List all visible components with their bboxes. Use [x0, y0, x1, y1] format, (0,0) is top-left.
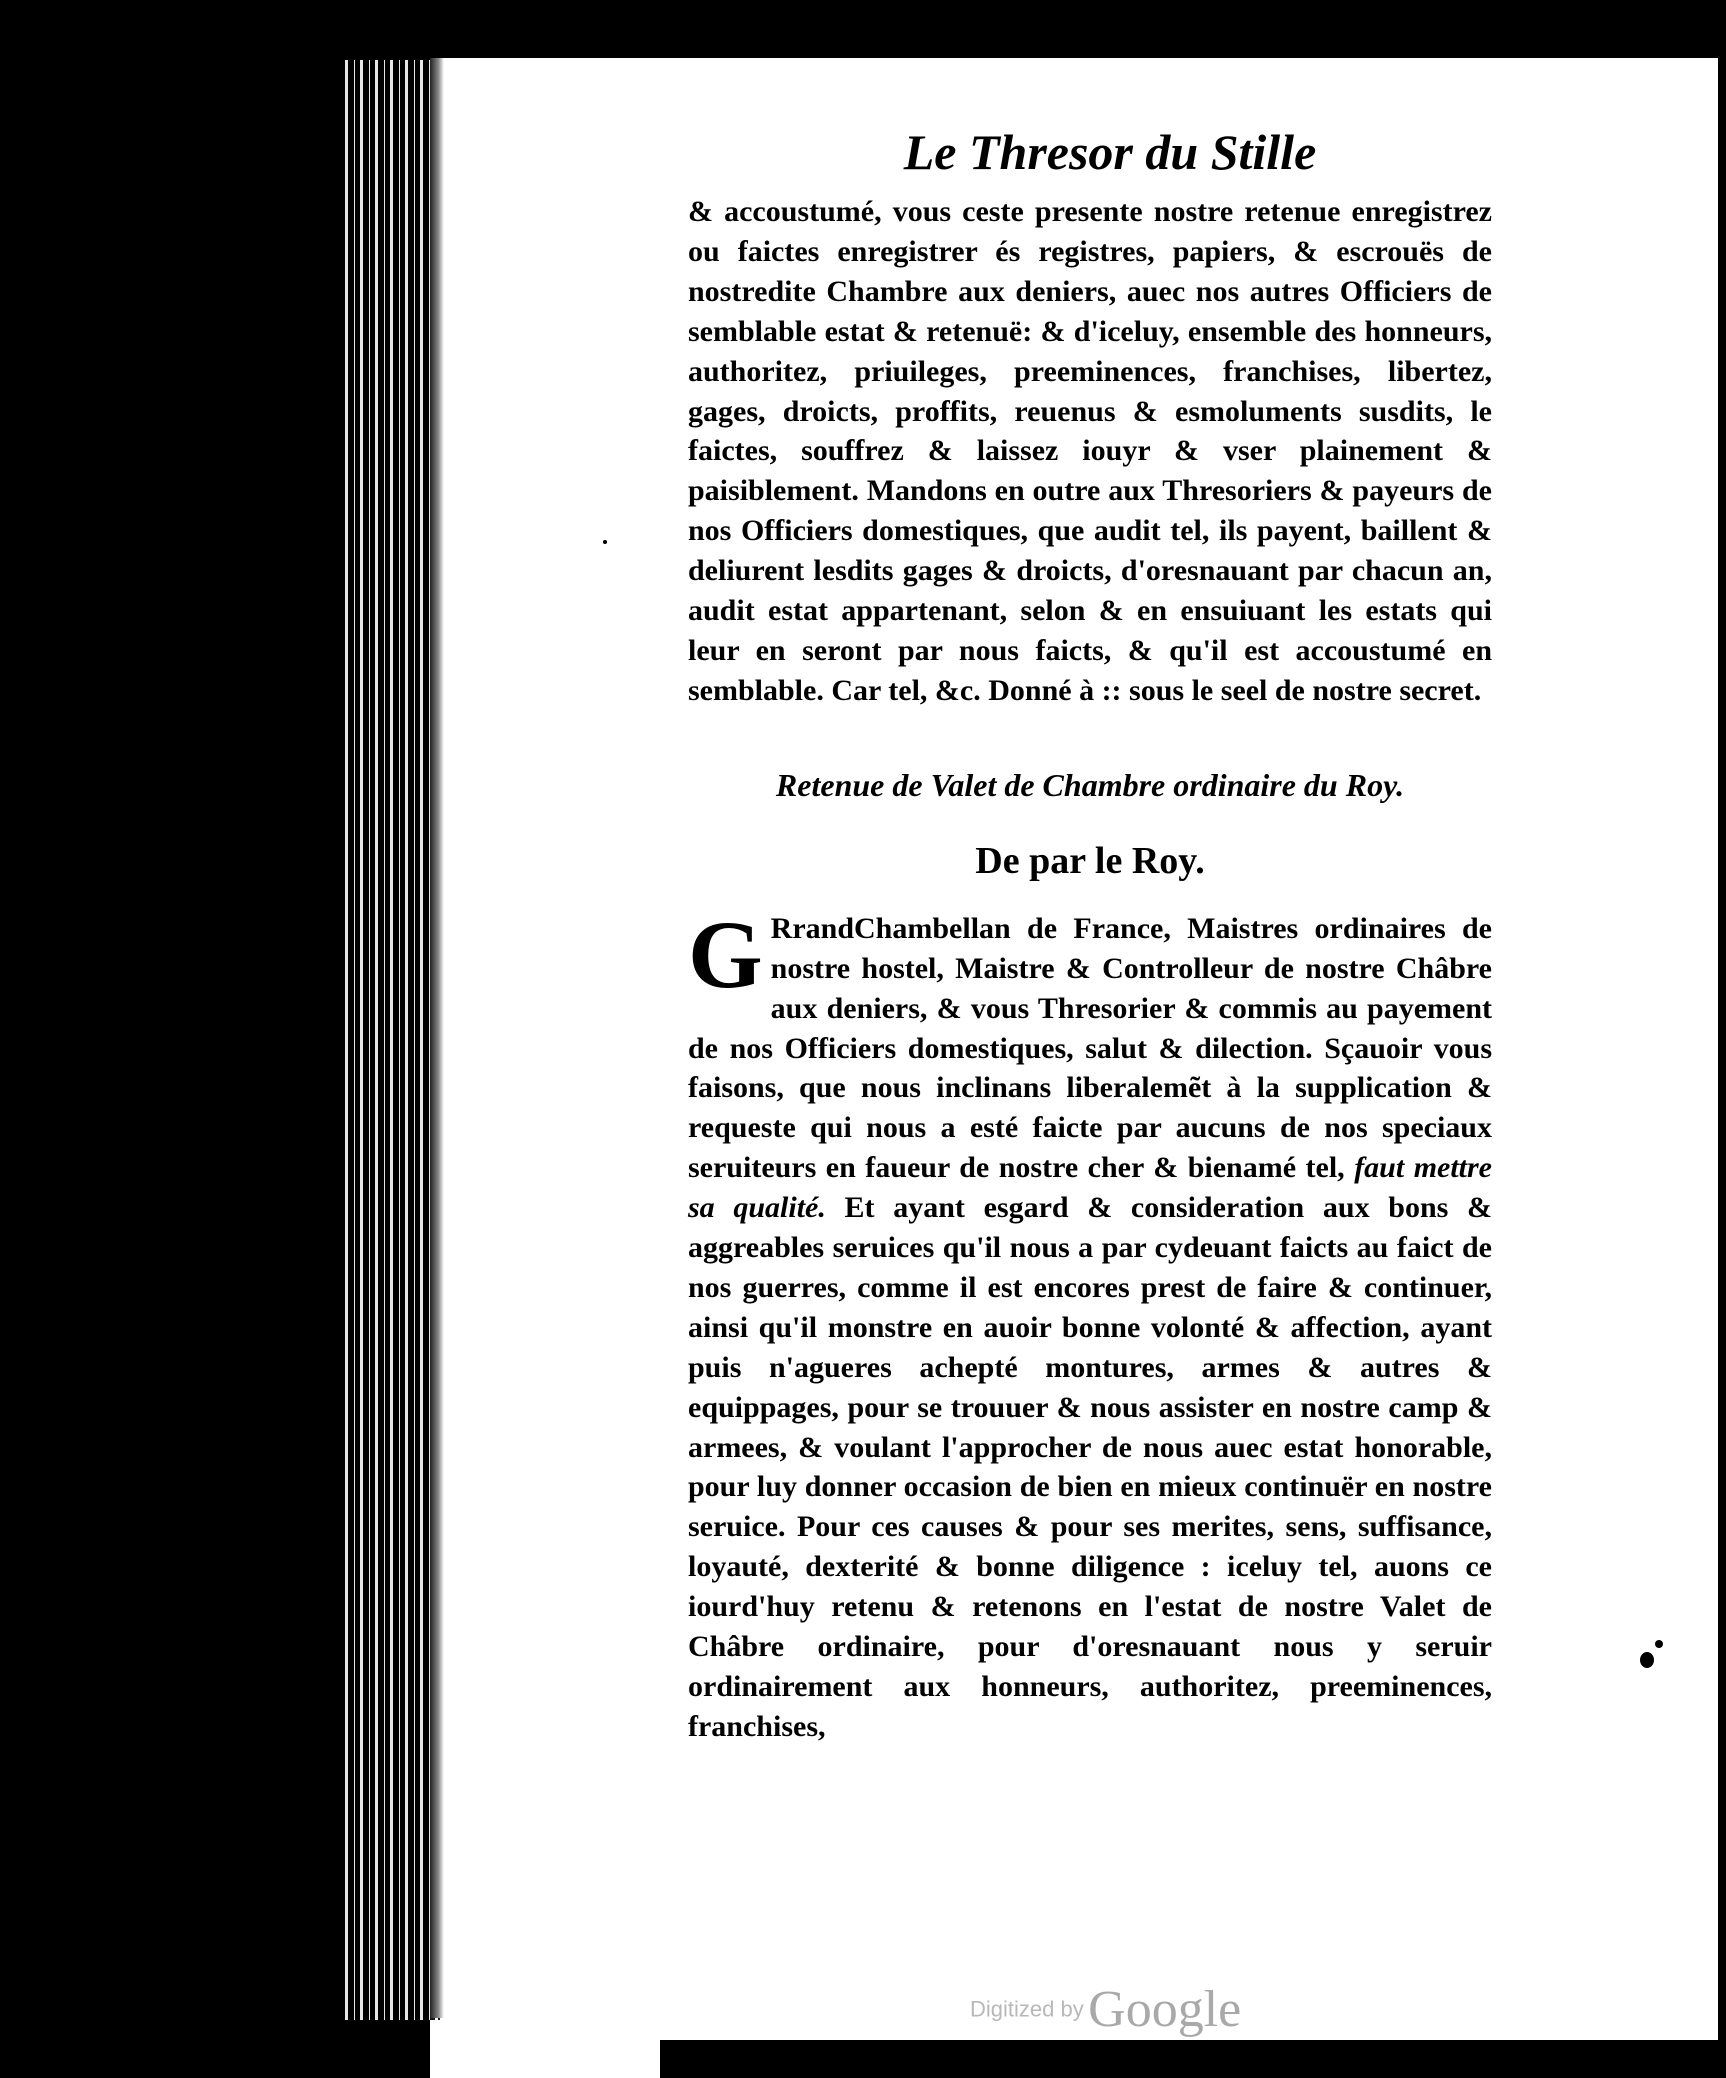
ink-speck: [1640, 1652, 1654, 1668]
ink-speck: [1655, 1640, 1663, 1648]
scan-right-border: [1718, 0, 1726, 2078]
letter-paragraph: [688, 900, 1492, 1747]
letter-body: [688, 900, 1492, 1747]
letter-text-part-b: Et ayant esgard & consideration aux bons & aggreables seruices qu'il nous a par cydeuant faicts au faict de nos guerres, comme il est encores prest de faire & continuer, ainsi qu'il monstre en auoir bonne volonté & affection, ayant puis n'agueres achepté montures, armes & autres & equippages, pour se trouuer & nous assister en nostre camp & armees, & voulant l'approcher de nous auec estat honorable, pour luy donner occasion de bien en mieux continuër en nostre seruice. Pour ces causes & pour ses merites, sens, suffisance, loyauté, dexterité & bonne diligence : iceluy tel, auons ce iourd'huy retenu & retenons en l'estat de nostre Valet de Châbre ordinaire, pour d'oresnauant nous y seruir ordinairement aux honneurs, authoritez, preeminences, franchises,: [688, 1191, 1492, 1743]
section-title: Retenue de Valet de Chambre ordinaire du Roy.: [775, 766, 1405, 803]
letter-text-part-a: RrandChambellan de France, Maistres ordinaires de nostre hostel, Maistre & Controlleur de nostre Châbre aux deniers, & vous Thresorier & commis au payement de nos Officiers domestiques, salut & dilection. Sçauoir vous faisons, que nous inclinans liberalemẽt à la supplication & requeste qui nous a esté faicte par aucuns de nos speciaux seruiteurs en faueur de nostre cher & bienamé tel,: [688, 911, 1492, 1185]
scan-bottom-border: [660, 2040, 1726, 2078]
ink-speck: [603, 540, 607, 544]
drop-cap: G: [688, 900, 763, 1008]
google-logo: Google: [1088, 1981, 1242, 2038]
watermark-small-text: Digitized by: [970, 1996, 1084, 2022]
page-gutter: [430, 58, 444, 2018]
italic-note: faut mettre sa qualité.: [688, 1151, 1492, 1225]
paragraph-continuation: & accoustumé, vous ceste presente nostre retenue enregistrez ou faictes enregistrer és registres, papiers, & escrouës de nostredite Chambre aux deniers, auec nos autres Officiers de semblable estat & retenuë: & d'iceluy, ensemble des honneurs, authoritez, priuileges, preeminences, franchises, libertez, gages, droicts, proffits, reuenus & esmoluments susdits, le faictes, souffrez & laissez iouyr & vser plainement & paisiblement. Mandons en outre aux Thresoriers & payeurs de nos Officiers domestiques, que audit tel, ils payent, baillent & deliurent lesdits gages & droicts, d'oresnauant par chacun an, audit estat appartenant, selon & en ensuiuant les estats qui leur en seront par nous faicts, & qu'il est accoustumé en semblable. Car tel, &c. Donné à :: sous le seel de nostre secret.: [688, 195, 1492, 707]
page-stack-edges: [340, 60, 440, 2020]
running-head: Le Thresor du Stille: [903, 124, 1317, 180]
subheading: De par le Roy.: [975, 839, 1205, 882]
digitized-watermark: [970, 1980, 1241, 2039]
book-page: [688, 120, 1492, 1747]
